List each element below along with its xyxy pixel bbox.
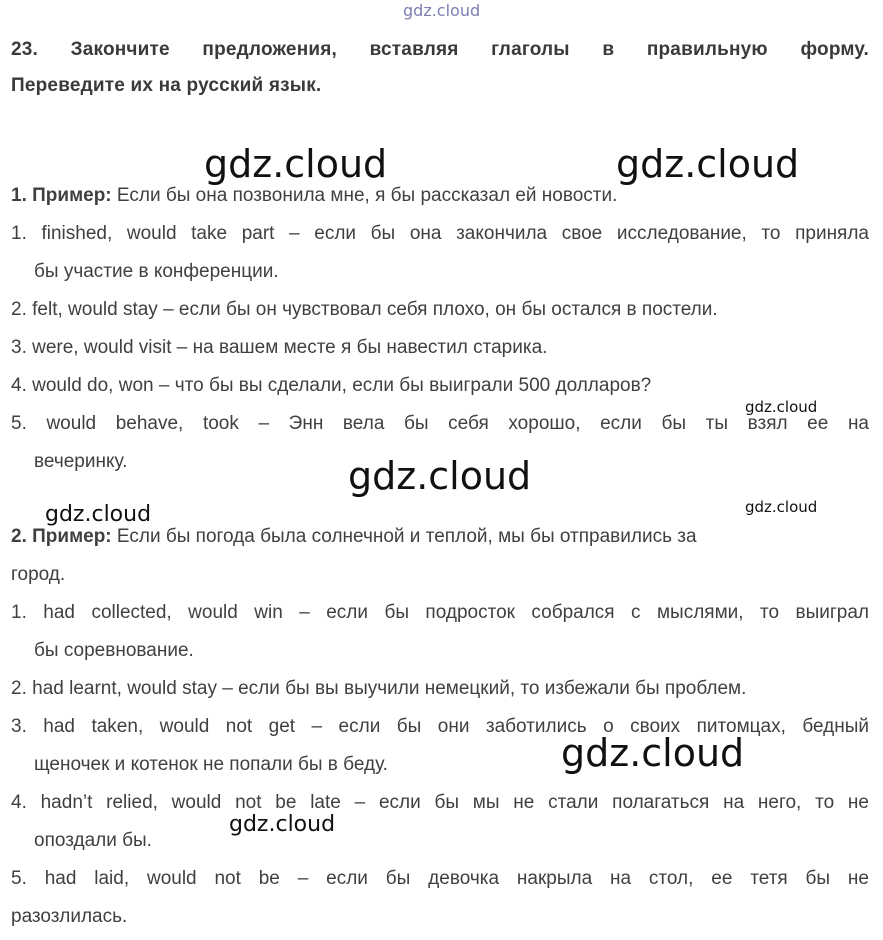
item-line-continuation: щеночек и котенок не попали бы в беду. — [34, 754, 388, 775]
section2-example-text: Если бы погода была солнечной и теплой, мы бы отправились за — [111, 526, 697, 547]
section2-item-4 — [11, 784, 869, 860]
section2-item-1 — [11, 594, 869, 670]
section1-example-label: 1. Пример: — [11, 185, 112, 206]
task-title-line2: Переведите их на русский язык. — [11, 75, 322, 96]
section1-item-4 — [11, 367, 869, 405]
item-line: 1. finished, would take part – если бы она закончила свое исследование, то приняла — [11, 223, 869, 244]
section2-example — [11, 518, 869, 594]
item-line: 1. had collected, would win – если бы подросток собрался с мыслями, то выиграл — [11, 602, 869, 623]
watermark-medium: gdz.cloud — [45, 502, 152, 527]
section1-example — [11, 177, 869, 215]
item-line: 3. were, would visit – на вашем месте я бы навестил старика. — [11, 337, 548, 358]
item-line-continuation: бы участие в конференции. — [34, 261, 279, 282]
section2-item-2 — [11, 670, 869, 708]
item-line-continuation: бы соревнование. — [34, 640, 194, 661]
watermark-large: gdz.cloud — [204, 142, 388, 186]
section1-item-1 — [11, 215, 869, 291]
item-line: 4. hadn’t relied, would not be late – если бы мы не стали полагаться на него, то не — [11, 792, 869, 813]
section2-item-3 — [11, 708, 869, 784]
item-line-continuation: разозлилась. — [11, 906, 128, 927]
item-line: 2. felt, would stay – если бы он чувствовал себя плохо, он бы остался в постели. — [11, 299, 718, 320]
item-line: 3. had taken, would not get – если бы они заботились о своих питомцах, бедный — [11, 716, 869, 737]
section1-example-text: Если бы она позвонила мне, я бы рассказал ей новости. — [111, 185, 618, 206]
section1-item-5 — [11, 405, 869, 481]
section2-item-5 — [11, 860, 869, 936]
task-title-line1: 23. Закончите предложения, вставляя глаголы в правильную форму. — [11, 39, 869, 60]
item-line: 5. had laid, would not be – если бы девочка накрыла на стол, ее тетя бы не — [11, 868, 869, 889]
section2-example-label: 2. Пример: — [11, 526, 112, 547]
section1-item-2 — [11, 291, 869, 329]
section1-item-3 — [11, 329, 869, 367]
watermark-large: gdz.cloud — [561, 731, 745, 775]
item-line: 2. had learnt, would stay – если бы вы выучили немецкий, то избежали бы проблем. — [11, 678, 747, 699]
watermark-medium: gdz.cloud — [229, 812, 336, 837]
watermark-small: gdz.cloud — [745, 398, 818, 416]
item-line-continuation: вечеринку. — [34, 451, 128, 472]
watermark-large: gdz.cloud — [348, 454, 532, 498]
watermark-top: gdz.cloud — [403, 1, 481, 20]
section2-example-line2: город. — [11, 564, 66, 585]
watermark-large: gdz.cloud — [616, 142, 800, 186]
item-line: 4. would do, won – что бы вы сделали, если бы выиграли 500 долларов? — [11, 375, 652, 396]
task-heading — [11, 32, 869, 104]
item-line-continuation: опоздали бы. — [34, 830, 152, 851]
watermark-small: gdz.cloud — [745, 498, 818, 516]
item-line: 5. would behave, took – Энн вела бы себя хорошо, если бы ты взял ее на — [11, 413, 869, 434]
